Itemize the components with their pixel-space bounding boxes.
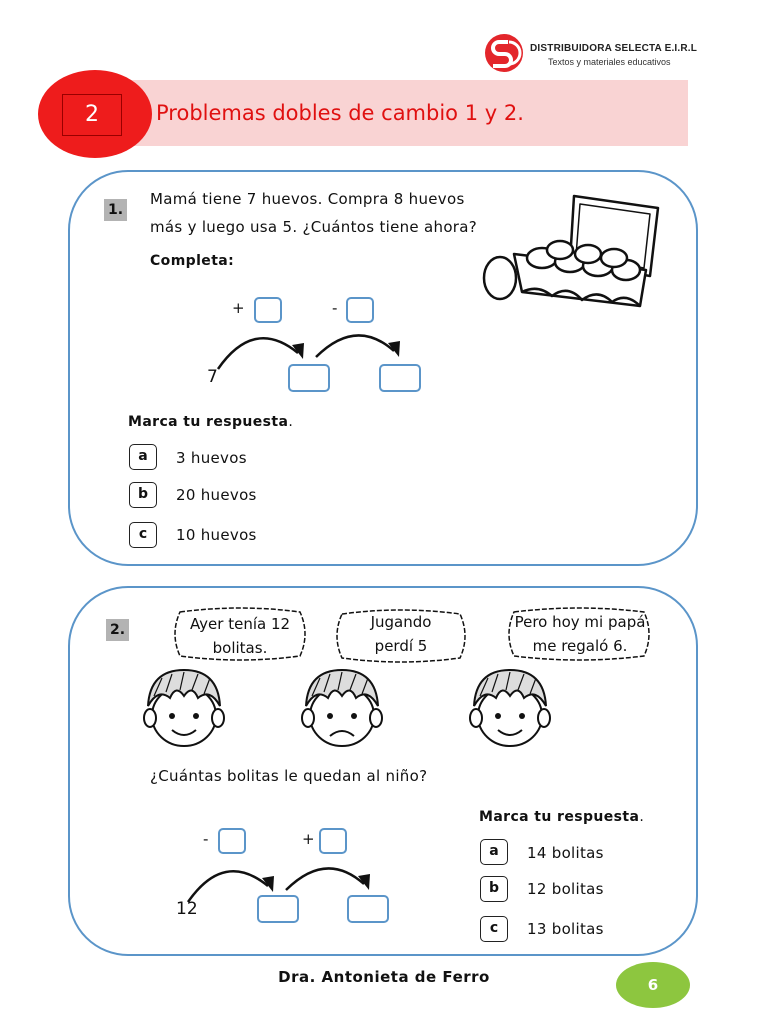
problem-2-result-box-2[interactable] — [347, 895, 389, 923]
problem-1-op1-sign: + — [232, 299, 245, 317]
sad-boy-face-icon — [298, 666, 386, 750]
problem-1-option-c[interactable]: c — [129, 522, 157, 548]
speech-bubble-3-text: Pero hoy mi papá me regaló 6. — [514, 613, 646, 655]
problem-1-start-number: 7 — [207, 367, 218, 387]
problem-2-result-box-1[interactable] — [257, 895, 299, 923]
lesson-title: Problemas dobles de cambio 1 y 2. — [156, 101, 524, 125]
problem-2-op1-box[interactable] — [218, 828, 246, 854]
problem-2-option-a[interactable]: a — [480, 839, 508, 865]
publisher-name: DISTRIBUIDORA SELECTA E.I.R.L — [530, 43, 698, 54]
speech-bubble-1-text: Ayer tenía 12 bolitas. — [189, 615, 291, 657]
problem-1-op2-sign: - — [332, 299, 338, 317]
problem-1-option-a[interactable]: a — [129, 444, 157, 470]
problem-2-number: 2. — [106, 619, 129, 641]
egg-carton-icon — [478, 188, 678, 316]
happy-boy-face-2-icon — [466, 666, 554, 750]
page-number: 6 — [616, 962, 690, 1008]
problem-1-statement-line-1: Mamá tiene 7 huevos. Compra 8 huevos — [150, 190, 465, 208]
complete-label: Completa: — [150, 253, 235, 269]
problem-1-statement-line-2: más y luego usa 5. ¿Cuántos tiene ahora? — [150, 218, 478, 236]
problem-1-number: 1. — [104, 199, 127, 221]
problem-2-start-number: 12 — [176, 899, 198, 919]
problem-2-option-c[interactable]: c — [480, 916, 508, 942]
footer-author: Dra. Antonieta de Ferro — [278, 968, 490, 986]
problem-2-question: ¿Cuántas bolitas le quedan al niño? — [150, 767, 428, 785]
publisher-tagline: Textos y materiales educativos — [548, 57, 671, 67]
problem-1-option-a-text: 3 huevos — [176, 449, 247, 467]
problem-1-option-c-text: 10 huevos — [176, 526, 257, 544]
problem-1-option-b-text: 20 huevos — [176, 486, 257, 504]
problem-2-option-c-text: 13 bolitas — [527, 920, 604, 938]
publisher-logo-icon — [484, 33, 524, 73]
problem-1-op2-box[interactable] — [346, 297, 374, 323]
problem-2-op2-box[interactable] — [319, 828, 347, 854]
problem-1-answer-label: Marca tu respuesta. — [128, 414, 294, 430]
problem-2-option-b[interactable]: b — [480, 876, 508, 902]
problem-2-option-a-text: 14 bolitas — [527, 844, 604, 862]
problem-2-answer-label: Marca tu respuesta. — [479, 809, 645, 825]
lesson-number: 2 — [62, 94, 122, 136]
problem-1-result-box-2[interactable] — [379, 364, 421, 392]
problem-2-op2-sign: + — [302, 830, 315, 848]
speech-bubble-2-text: Jugando perdí 5 — [370, 613, 432, 655]
problem-1-result-box-1[interactable] — [288, 364, 330, 392]
problem-1-option-b[interactable]: b — [129, 482, 157, 508]
problem-2-option-b-text: 12 bolitas — [527, 880, 604, 898]
problem-2-op1-sign: - — [203, 830, 209, 848]
problem-1-op1-box[interactable] — [254, 297, 282, 323]
happy-boy-face-icon — [140, 666, 228, 750]
